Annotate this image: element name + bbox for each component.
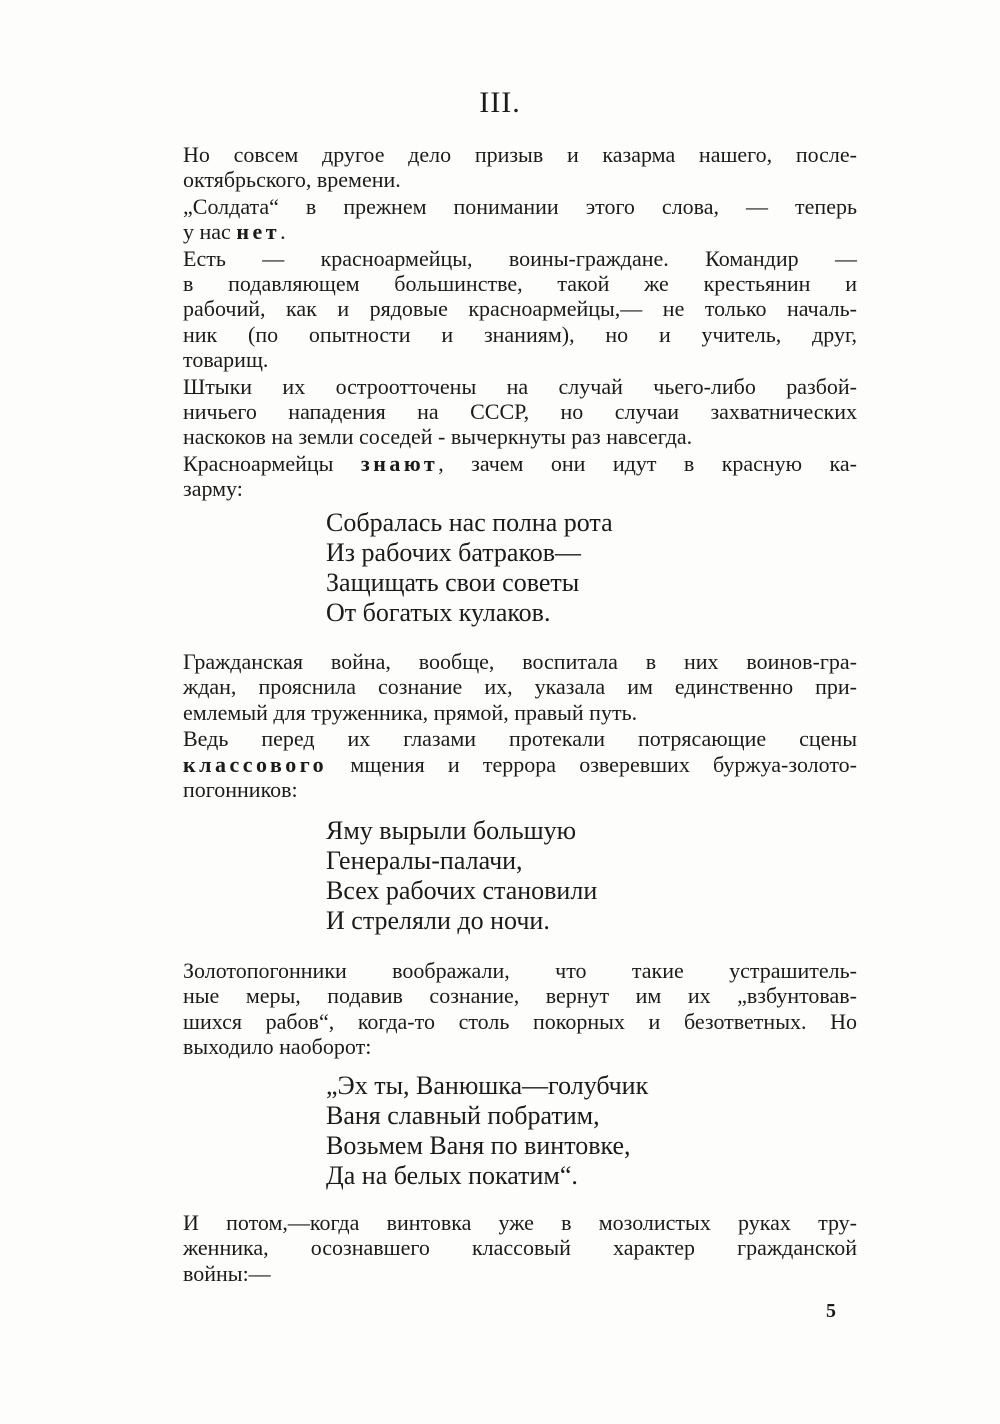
text-line: войны:—: [183, 1260, 271, 1286]
text-line: Но совсем другое дело призыв и казарма нашего, после-: [183, 142, 857, 167]
text-line: Штыки их остроотточены на случай чьего-либо разбой-: [183, 373, 857, 399]
verse-2: [326, 816, 597, 936]
text-line: рабочий, как и рядовые красноармейцы,— не только началь-: [183, 296, 857, 322]
verse-line: Собралась нас полна рота: [326, 508, 613, 537]
verse-line: Защищать свои советы: [326, 568, 580, 597]
text-line: наскоков на земли соседей - вычеркнуты раз навсегда.: [183, 424, 693, 450]
paragraph: [183, 374, 857, 450]
verse-line: Да на белых покатим“.: [326, 1161, 578, 1190]
page-number: 5: [826, 1300, 836, 1322]
verse-line: Возьмем Ваня по винтовке,: [326, 1131, 631, 1160]
paragraph: [183, 1210, 857, 1286]
text-line: И потом,—когда винтовка уже в мозолистых руках тру-: [183, 1210, 857, 1235]
text-line: октябрьского, времени.: [183, 167, 401, 193]
text-span: мщения и террора озверевших буржуа-золото-: [327, 751, 857, 777]
text-line: зарму:: [183, 476, 243, 502]
text-span: у нас: [183, 219, 237, 245]
paragraph: [183, 726, 857, 802]
paragraph: [183, 194, 857, 245]
paragraph: [183, 246, 857, 373]
text-line: ничьего нападения на СССР, но случаи захватнических: [183, 399, 857, 425]
text-span: .: [280, 219, 286, 245]
text-line: [183, 752, 857, 777]
text-line: товарищ.: [183, 347, 269, 373]
verse-1: [326, 508, 613, 628]
emphasis-spaced: знают: [360, 450, 439, 476]
text-line: ник (по опытности и знаниям), но и учитель, друг,: [183, 321, 857, 347]
text-line: ные меры, подавив сознание, вернут им их „взбунтовав-: [183, 983, 857, 1009]
verse-3: [326, 1071, 648, 1191]
text-line: [183, 451, 857, 476]
text-line: погонников:: [183, 777, 298, 803]
text-span: Красноармейцы: [183, 450, 361, 476]
text-line: [183, 219, 857, 244]
text-block-3: [183, 958, 857, 1061]
verse-line: От богатых кулаков.: [326, 598, 551, 627]
paragraph: [183, 649, 857, 725]
chapter-heading: III.: [479, 86, 521, 119]
text-block-2: [183, 649, 857, 803]
paragraph: [183, 142, 857, 193]
verse-line: „Эх ты, Ванюшка—голубчик: [326, 1071, 649, 1100]
text-line: в подавляющем большинстве, такой же крестьянин и: [183, 271, 857, 297]
verse-line: Яму вырыли большую: [326, 816, 577, 845]
verse-line: Ваня славный побратим,: [326, 1101, 600, 1130]
text-line: Есть — красноармейцы, воины-граждане. Командир —: [183, 245, 857, 271]
text-line: выходило наоборот:: [183, 1034, 372, 1060]
verse-line: И стреляли до ночи.: [326, 906, 550, 935]
text-line: шихся рабов“, когда-то столь покорных и безответных. Но: [183, 1008, 857, 1034]
verse-line: Из рабочих батраков—: [326, 538, 582, 567]
text-block-1: [183, 142, 857, 503]
emphasis-spaced: нет: [236, 219, 281, 245]
text-line: Гражданская война, вообще, воспитала в них воинов-гра-: [183, 649, 857, 674]
emphasis-spaced: классового: [183, 751, 328, 777]
paragraph: [183, 451, 857, 502]
verse-line: Всех рабочих становили: [326, 876, 598, 905]
text-line: емлемый для труженника, прямой, правый путь.: [183, 699, 638, 725]
text-block-4: [183, 1210, 857, 1287]
text-line: Золотопогонники воображали, что такие устрашитель-: [183, 958, 857, 983]
text-line: женника, осознавшего классовый характер гражданской: [183, 1235, 857, 1261]
text-line: ждан, прояснила сознание их, указала им единственно при-: [183, 674, 857, 700]
paragraph: [183, 958, 857, 1060]
text-line: „Солдата“ в прежнем понимании этого слова, — теперь: [183, 193, 857, 219]
text-line: Ведь перед их глазами протекали потрясающие сцены: [183, 726, 857, 752]
text-span: , зачем они идут в красную ка-: [438, 450, 857, 476]
verse-line: Генералы-палачи,: [326, 846, 523, 875]
